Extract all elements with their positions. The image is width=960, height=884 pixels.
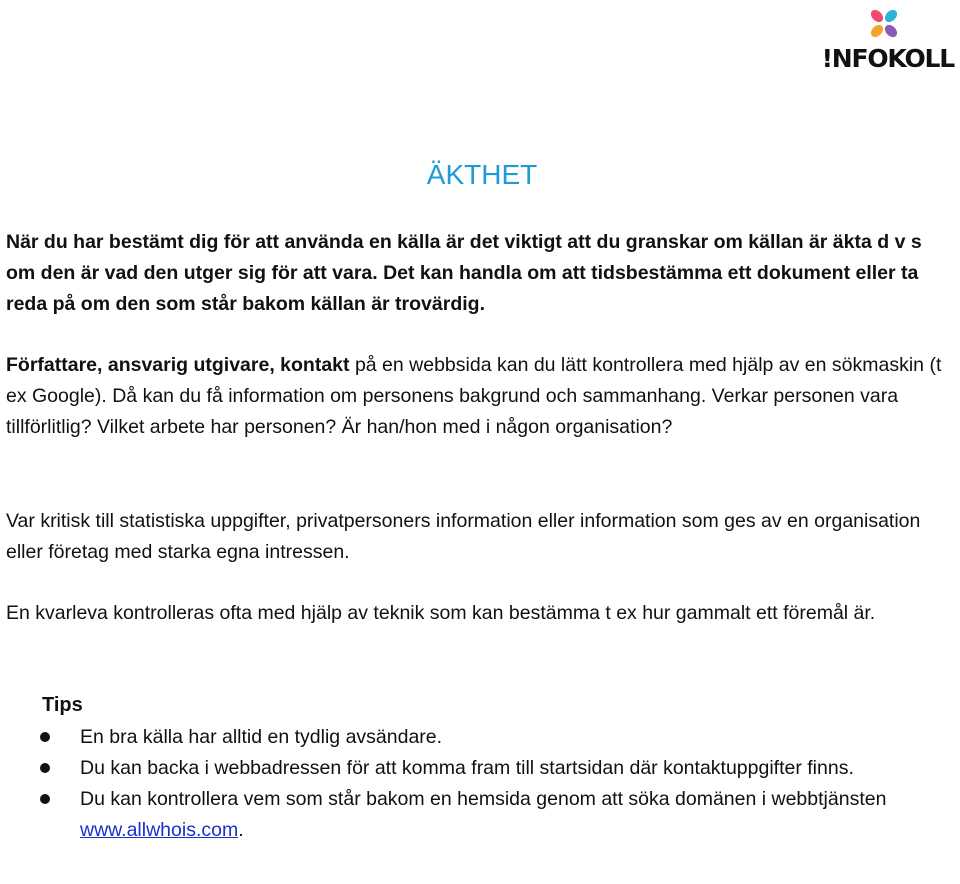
tip-item bbox=[0, 722, 960, 753]
tips-heading: Tips bbox=[42, 694, 83, 716]
logo-text: !NFOKOLL bbox=[821, 44, 954, 73]
intro-paragraph: När du har bestämt dig för att använda en källa är det viktigt att du granskar om källan är äkta d v s om den är vad den utger sig för att vara. Det kan handla om att tidsbestämma ett dokument eller ta reda på om den som står bakom källan är trovärdig. bbox=[6, 231, 922, 315]
tip-text: En bra källa har alltid en tydlig avsändare. bbox=[80, 726, 443, 748]
bullet-icon bbox=[40, 763, 50, 773]
relic-paragraph: En kvarleva kontrolleras ofta med hjälp av teknik som kan bestämma t ex hur gammalt ett föremål är. bbox=[6, 602, 876, 624]
infokoll-logo bbox=[821, 6, 954, 73]
tip-text: Du kan kontrollera vem som står bakom en hemsida genom att söka domänen i webbtjänsten bbox=[80, 788, 887, 810]
bullet-icon bbox=[40, 732, 50, 742]
authors-paragraph bbox=[6, 350, 954, 443]
page-title: ÄKTHET bbox=[426, 159, 538, 190]
allwhois-link[interactable]: www.allwhois.com bbox=[80, 819, 239, 841]
authors-text: på en webbsida kan du lätt kontrollera med hjälp av en sökmaskin (t ex Google). Då kan du få information om personens bakgrund och sammanhang. Verkar personen vara tillförlitlig? Vilket arbete har personen? Är han/hon med i någon organisation? bbox=[6, 354, 942, 438]
flower-icon bbox=[864, 6, 904, 42]
tip-text-end: . bbox=[238, 819, 244, 841]
bullet-icon bbox=[40, 794, 50, 804]
tip-item bbox=[0, 784, 960, 846]
authors-bold-lead: Författare, ansvarig utgivare, kontakt bbox=[6, 354, 350, 376]
tip-text: Du kan backa i webbadressen för att komma fram till startsidan där kontaktuppgifter finns. bbox=[80, 757, 854, 779]
tip-item bbox=[0, 753, 960, 784]
tips-list bbox=[0, 722, 960, 846]
critical-paragraph: Var kritisk till statistiska uppgifter, privatpersoners information eller information som ges av en organisation eller företag med starka egna intressen. bbox=[6, 510, 921, 563]
